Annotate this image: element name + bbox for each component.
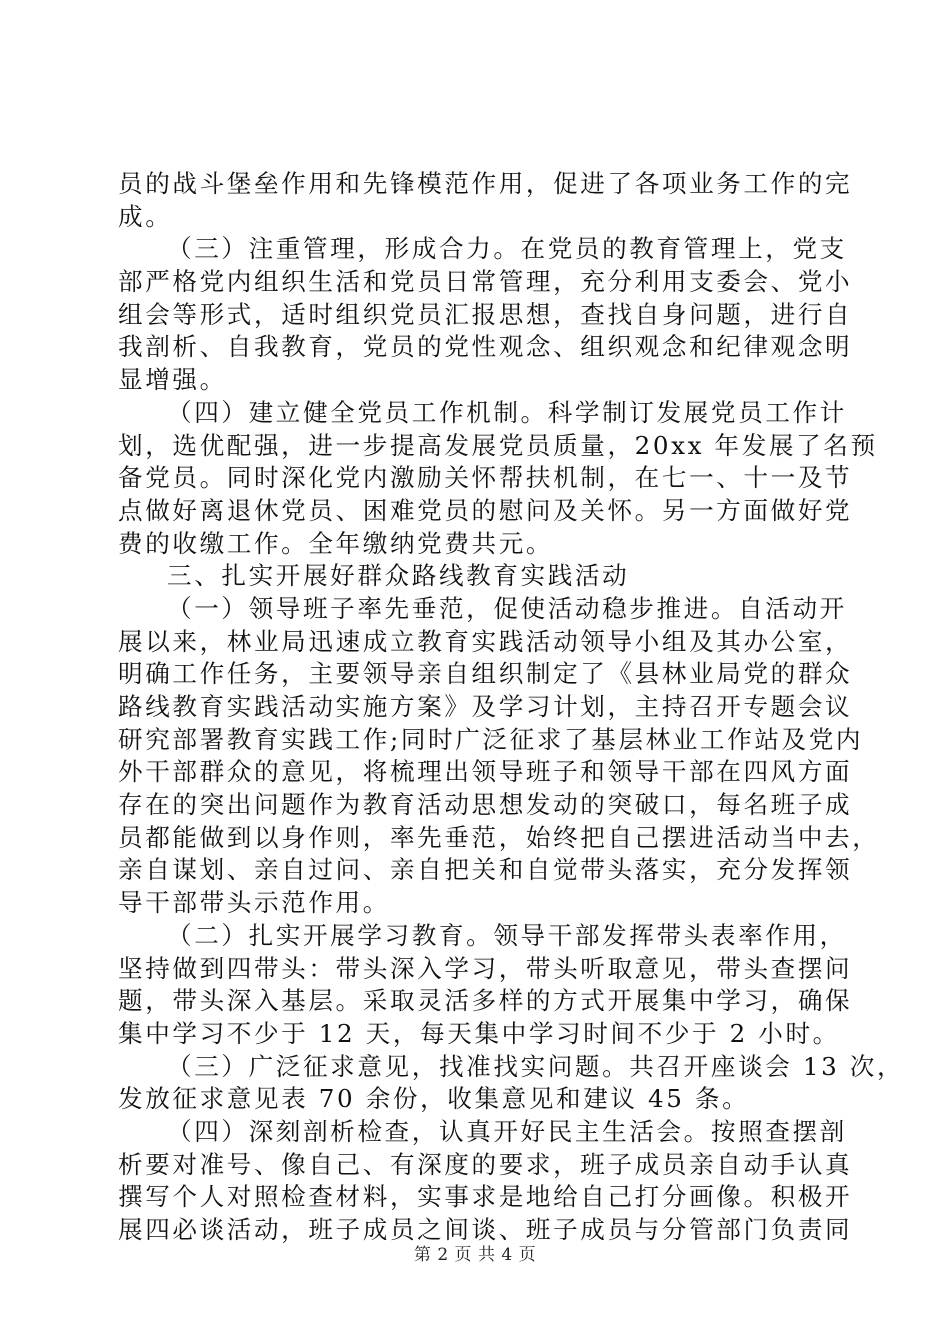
- text-line: 三、扎实开展好群众路线教育实践活动: [167, 561, 630, 591]
- text-line: 备党员。同时深化党内激励关怀帮扶机制，在七一、十一及节: [118, 463, 853, 493]
- text-line: 展以来，林业局迅速成立教育实践活动领导小组及其办公室，: [118, 626, 853, 656]
- text-line: 集中学习不少于 12 天，每天集中学习时间不少于 2 小时。: [118, 1018, 840, 1048]
- text-line: 发放征求意见表 70 余份，收集意见和建议 45 条。: [118, 1084, 750, 1114]
- text-line: （一）领导班子率先垂范，促使活动稳步推进。自活动开: [167, 593, 847, 623]
- text-line: 显增强。: [118, 365, 227, 395]
- text-line: 成。: [118, 201, 173, 231]
- text-line: 组会等形式，适时组织党员汇报思想，查找自身问题，进行自: [118, 299, 853, 329]
- text-line: 撰写个人对照检查材料，实事求是地给自己打分画像。积极开: [118, 1182, 853, 1212]
- text-line: 明确工作任务，主要领导亲自组织制定了《县林业局党的群众: [118, 659, 853, 689]
- text-line: （三）广泛征求意见，找准找实问题。共召开座谈会 13 次，: [167, 1051, 905, 1081]
- text-line: 研究部署教育实践工作;同时广泛征求了基层林业工作站及党内: [118, 724, 864, 754]
- text-line: 外干部群众的意见，将梳理出领导班子和领导干部在四风方面: [118, 757, 853, 787]
- text-line: 路线教育实践活动实施方案》及学习计划，主持召开专题会议: [118, 692, 853, 721]
- text-line: （四）深刻剖析检查，认真开好民主生活会。按照查摆剖: [167, 1116, 847, 1146]
- text-line: 费的收缴工作。全年缴纳党费共元。: [118, 528, 554, 558]
- text-line: 存在的突出问题作为教育活动思想发动的突破口，每名班子成: [118, 790, 853, 820]
- document-body: [118, 168, 905, 1247]
- text-line: 亲自谋划、亲自过问、亲自把关和自觉带头落实，充分发挥领: [118, 855, 853, 885]
- text-line: 部严格党内组织生活和党员日常管理，充分利用支委会、党小: [118, 267, 853, 297]
- text-line: 员的战斗堡垒作用和先锋模范作用，促进了各项业务工作的完: [118, 169, 853, 198]
- text-line: （三）注重管理，形成合力。在党员的教育管理上，党支: [167, 234, 847, 264]
- text-line: 划，选优配强，进一步提高发展党员质量，20xx 年发展了名预: [118, 430, 878, 460]
- text-line: （四）建立健全党员工作机制。科学制订发展党员工作计: [167, 397, 847, 427]
- text-line: 点做好离退休党员、困难党员的慰问及关怀。另一方面做好党: [118, 495, 853, 525]
- text-line: 员都能做到以身作则，率先垂范，始终把自己摆进活动当中去，: [118, 822, 880, 852]
- text-line: 展四必谈活动，班子成员之间谈、班子成员与分管部门负责同: [118, 1215, 853, 1244]
- text-line: 导干部带头示范作用。: [118, 888, 390, 918]
- text-line: 析要对准号、像自己、有深度的要求，班子成员亲自动手认真: [118, 1149, 853, 1179]
- text-line: （二）扎实开展学习教育。领导干部发挥带头表率作用，: [167, 920, 847, 950]
- text-line: 坚持做到四带头：带头深入学习，带头听取意见，带头查摆问: [118, 953, 853, 983]
- text-line: 题，带头深入基层。采取灵活多样的方式开展集中学习，确保: [118, 986, 853, 1016]
- text-line: 我剖析、自我教育，党员的党性观念、组织观念和纪律观念明: [118, 332, 853, 362]
- page-footer: 第 2 页 共 4 页: [413, 1245, 537, 1265]
